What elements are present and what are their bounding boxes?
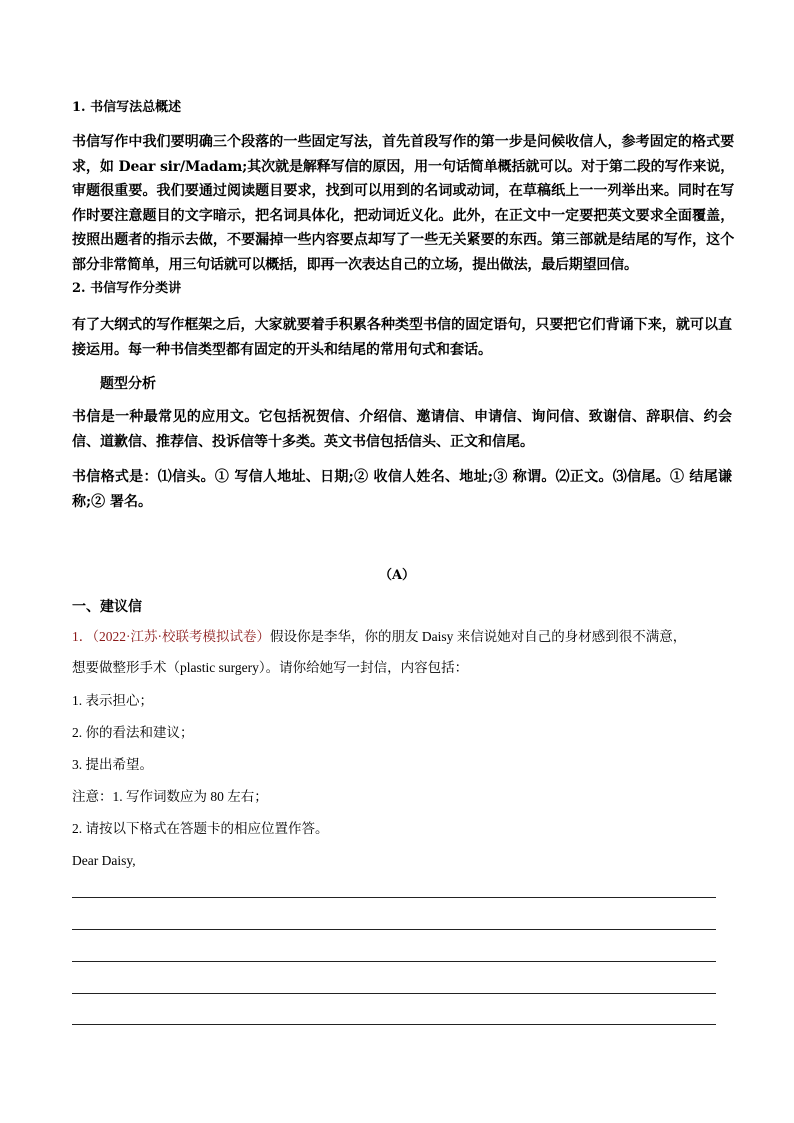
- letter-format-paragraph: 书信格式是：⑴信头。① 写信人地址、日期;② 收信人姓名、地址;③ 称谓。⑵正文。⑶信尾。① 结尾谦称;② 署名。: [72, 469, 732, 510]
- part-a-label: （A）: [378, 568, 416, 583]
- question-text-line2: 想要做整形手术（plastic surgery）。请你给她写一封信，内容包括：: [72, 660, 469, 675]
- question-item: 2. 你的看法和建议；: [72, 725, 194, 740]
- letter-salutation: Dear Daisy,: [72, 853, 136, 868]
- question-text-line1: 假设你是李华，你的朋友 Daisy 来信说她对自己的身材感到很不满意，: [270, 629, 687, 644]
- question-note-1: 注意：1. 写作词数应为 80 左右；: [72, 789, 268, 804]
- letter-types-paragraph: 书信是一种最常见的应用文。它包括祝贺信、介绍信、邀请信、申请信、询问信、致谢信、辞职信、约会信、道歉信、推荐信、投诉信等十多类。英文书信包括信头、正文和信尾。: [72, 409, 732, 450]
- answer-line[interactable]: [72, 897, 716, 898]
- section-heading-categories: 2. 书信写作分类讲: [72, 281, 182, 296]
- answer-line[interactable]: [72, 929, 716, 930]
- question-note-2: 2. 请按以下格式在答题卡的相应位置作答。: [72, 821, 329, 836]
- section-heading-overview: 1. 书信写法总概述: [72, 100, 182, 115]
- categories-paragraph: 有了大纲式的写作框架之后，大家就要着手积累各种类型书信的固定语句，只要把它们背诵下来，就可以直接运用。每一种书信类型都有固定的开头和结尾的常用句式和套话。: [72, 317, 732, 358]
- subheading-analysis: 题型分析: [100, 376, 156, 392]
- question-item: 3. 提出希望。: [72, 757, 153, 772]
- part-a-heading: 一、建议信: [72, 599, 142, 615]
- question-1: [72, 627, 732, 647]
- overview-paragraph: 书信写作中我们要明确三个段落的一些固定写法，首先首段写作的第一步是问候收信人，参考固定的格式要求，如 Dear sir/Madam;其次就是解释写信的原因，用一句话简单概括就可以。对于第二段的写作来说，审题很重要。我们要通过阅读题目要求，找到可以用到的名词或动词，在草稿纸上一一列举出来。同时在写作时要注意题目的文字暗示，把名词具体化，把动词近义化。此外，在正文中一定要把英文要求全面覆盖，按照出题者的指示去做，不要漏掉一些内容要点却写了一些无关紧要的东西。第三部就是结尾的写作，这个部分非常简单，用三句话就可以概括，即再一次表达自己的立场，提出做法，最后期望回信。: [72, 134, 734, 273]
- answer-line[interactable]: [72, 961, 716, 962]
- question-source: （2022·江苏·校联考模拟试卷）: [92, 629, 270, 644]
- answer-line[interactable]: [72, 1024, 716, 1025]
- question-number: 1．: [72, 629, 93, 644]
- question-item: 1. 表示担心；: [72, 693, 153, 708]
- answer-line[interactable]: [72, 993, 716, 994]
